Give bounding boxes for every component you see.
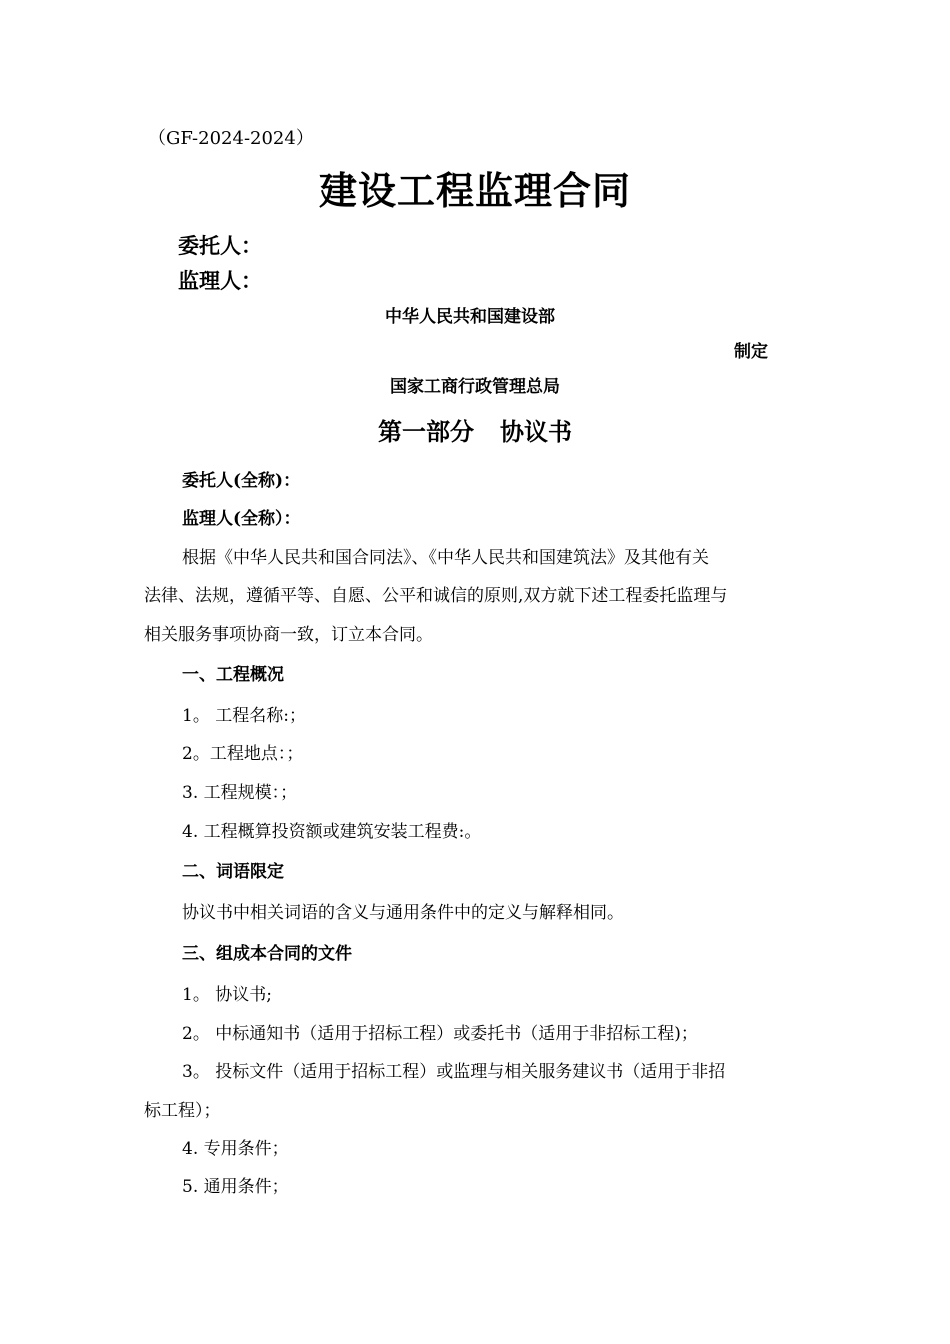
issuer-ministry: 中华人民共和国建设部 [385, 307, 555, 327]
client-full-name-label: 委托人(全称)： [182, 471, 301, 491]
section-text: 协议书中相关词语的含义与通用条件中的定义与解释相同。 [182, 903, 624, 923]
list-item: 3. 工程规模：； [182, 783, 298, 803]
preamble-line: 法律、法规，遵循平等、自愿、公平和诚信的原则,双方就下述工程委托监理与 [144, 586, 728, 606]
issuer-made-by: 制定 [734, 342, 768, 362]
issuer-administration: 国家工商行政管理总局 [390, 377, 560, 397]
list-item: 2。 中标通知书（适用于招标工程）或委托书（适用于非招标工程)； [182, 1024, 698, 1044]
list-item: 5. 通用条件； [182, 1177, 289, 1197]
part-label: 第一部分 [378, 417, 474, 446]
list-item: 4. 工程概算投资额或建筑安装工程费:。 [182, 822, 482, 842]
list-item: 1。 协议书; [182, 985, 272, 1005]
section-heading: 二、词语限定 [182, 862, 284, 882]
document-code: （GF-2024-2024） [148, 128, 314, 149]
list-item: 4. 专用条件； [182, 1139, 289, 1159]
preamble-line: 根据《中华人民共和国合同法》、《中华人民共和国建筑法》及其他有关 [182, 548, 709, 568]
cover-client-label: 委托人： [178, 233, 262, 258]
section-heading: 一、工程概况 [182, 665, 284, 685]
part-one-title [0, 412, 950, 447]
list-item: 3。 投标文件（适用于招标工程）或监理与相关服务建议书（适用于非招 [182, 1062, 726, 1082]
section-heading: 三、组成本合同的文件 [182, 944, 352, 964]
document-title: 建设工程监理合同 [318, 168, 631, 213]
list-item: 1。 工程名称:； [182, 706, 306, 726]
list-item: 2。工程地点：； [182, 744, 304, 764]
preamble-line: 相关服务事项协商一致，订立本合同。 [144, 625, 433, 645]
list-item-continuation: 标工程）； [144, 1101, 221, 1121]
supervisor-full-name-label: 监理人(全称）： [182, 509, 301, 529]
cover-supervisor-label: 监理人： [178, 268, 262, 293]
part-name: 协议书 [500, 417, 572, 446]
